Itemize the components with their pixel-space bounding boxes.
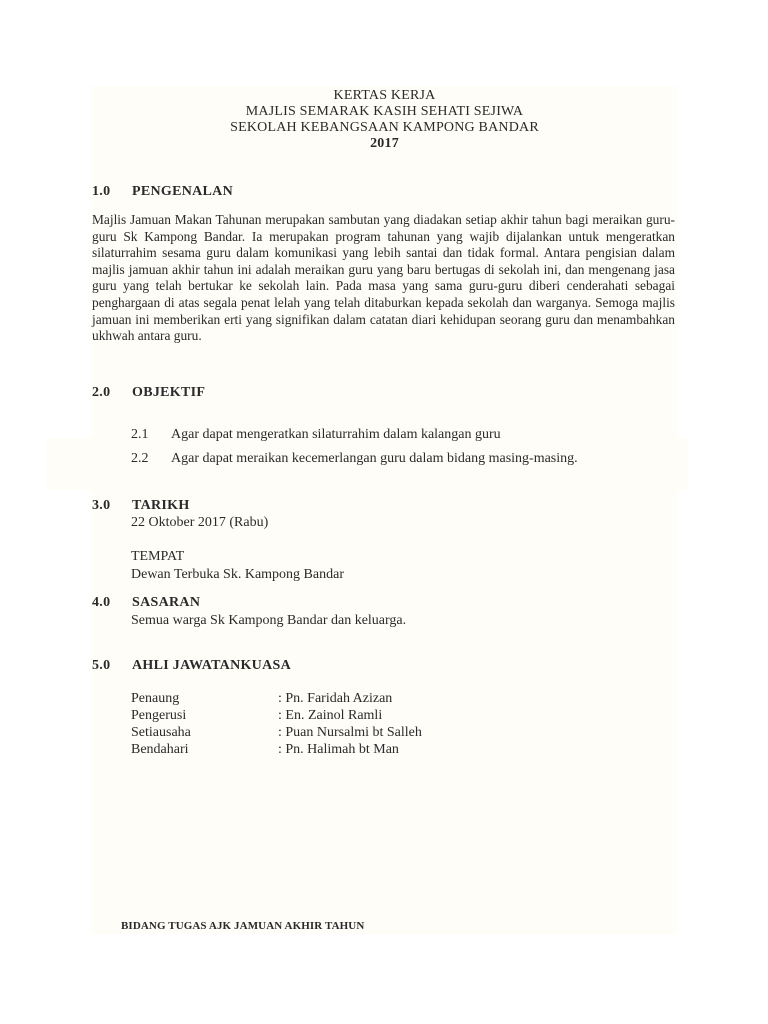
footer-heading: BIDANG TUGAS AJK JAMUAN AKHIR TAHUN	[121, 920, 365, 932]
section-title: PENGENALAN	[132, 184, 234, 199]
section-title: SASARAN	[132, 595, 201, 610]
section-number: 5.0	[92, 658, 111, 673]
objective-text: Agar dapat meraikan kecemerlangan guru dalam bidang masing-masing.	[171, 451, 578, 466]
title-line-2: MAJLIS SEMARAK KASIH SEHATI SEJIWA	[245, 104, 524, 119]
section-number: 3.0	[92, 498, 111, 513]
section-heading-tarikh	[92, 498, 190, 514]
committee-member: : Puan Nursalmi bt Salleh	[278, 725, 422, 740]
objective-text: Agar dapat mengeratkan silaturrahim dalam kalangan guru	[171, 427, 501, 442]
title-line-1: KERTAS KERJA	[333, 88, 436, 103]
section-title: AHLI JAWATANKUASA	[132, 658, 291, 673]
section-heading-pengenalan	[92, 184, 233, 200]
committee-row	[131, 707, 422, 724]
title-year: 2017	[370, 136, 399, 151]
committee-member: : Pn. Halimah bt Man	[278, 742, 399, 757]
committee-member: : En. Zainol Ramli	[278, 708, 383, 723]
committee-role: Pengerusi	[131, 708, 187, 723]
section-title: OBJEKTIF	[132, 385, 206, 400]
objective-item	[131, 451, 578, 467]
section-heading-ahli-jawatankuasa	[92, 658, 291, 674]
committee-role: Setiausaha	[131, 725, 191, 740]
intro-paragraph: Majlis Jamuan Makan Tahunan merupakan sambutan yang diadakan setiap akhir tahun bagi meraikan guru-guru Sk Kampong Bandar. Ia merupakan program tahunan yang wajib dijalankan untuk mengeratkan silaturrahim sesama guru dalam komunikasi yang lebih santai dan tidak formal. Antara pengisian dalam majlis jamuan akhir tahun ini adalah meraikan guru yang baru bertugas di sekolah ini, dan mengenang jasa guru yang telah bertukar ke sekolah lain. Pada masa yang sama guru-guru diberi cenderahati sebagai penghargaan di atas segala penat lelah yang telah ditaburkan kepada sekolah dan warganya. Semoga majlis jamuan ini memberikan erti yang signifikan dalam catatan diari kehidupan seorang guru dan menambahkan ukhwah antara guru.	[92, 212, 675, 344]
tarikh-value: 22 Oktober 2017 (Rabu)	[131, 515, 269, 530]
title-line-3: SEKOLAH KEBANGSAAN KAMPONG BANDAR	[230, 120, 539, 135]
objective-item	[131, 427, 501, 443]
section-number: 2.0	[92, 385, 111, 400]
section-heading-sasaran	[92, 595, 200, 611]
section-number: 4.0	[92, 595, 111, 610]
tempat-label: TEMPAT	[131, 549, 185, 564]
committee-role: Penaung	[131, 691, 180, 706]
objective-number: 2.1	[131, 427, 149, 442]
committee-row	[131, 690, 422, 707]
section-heading-objektif	[92, 385, 205, 401]
document-title	[92, 88, 677, 152]
committee-member: : Pn. Faridah Azizan	[278, 691, 393, 706]
sasaran-value: Semua warga Sk Kampong Bandar dan keluarga.	[131, 613, 407, 628]
committee-role: Bendahari	[131, 742, 189, 757]
committee-row	[131, 724, 422, 741]
section-title: TARIKH	[132, 498, 190, 513]
committee-row	[131, 741, 422, 758]
tempat-value: Dewan Terbuka Sk. Kampong Bandar	[131, 567, 344, 582]
objective-number: 2.2	[131, 451, 149, 466]
committee-list	[131, 690, 422, 758]
section-number: 1.0	[92, 184, 111, 199]
